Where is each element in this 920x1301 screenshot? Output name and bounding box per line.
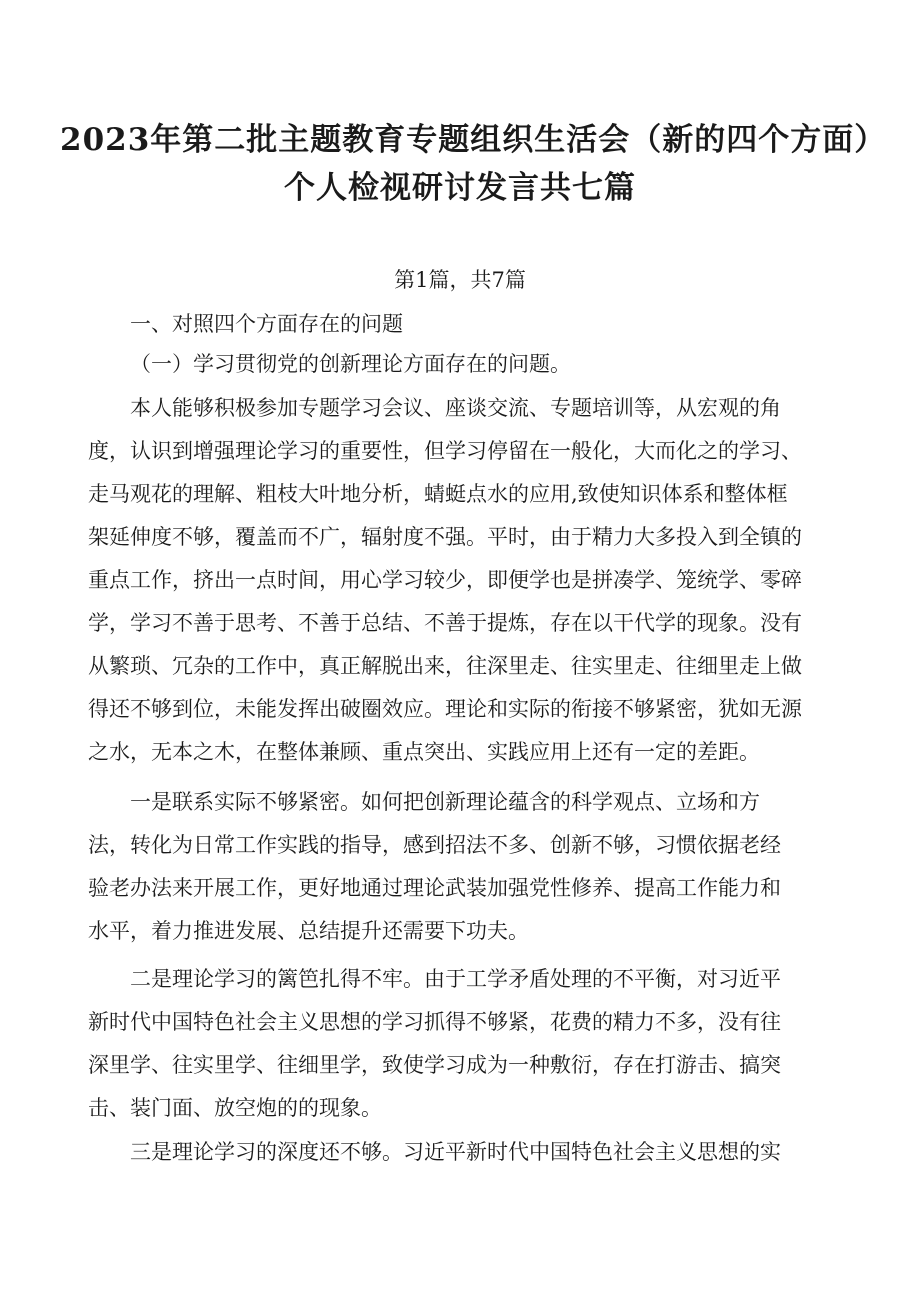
paragraph-line: 二是理论学习的篱笆扎得不牢。由于工学矛盾处理的不平衡，对习近平 [130, 967, 781, 991]
document-title-line-2: 个人检视研讨发言共七篇 [284, 170, 636, 206]
paragraph-line: 走马观花的理解、粗枝大叶地分析，蜻蜓点水的应用,致使知识体系和整体框 [88, 482, 788, 506]
paragraph-line: 本人能够积极参加专题学习会议、座谈交流、专题培训等，从宏观的角 [130, 396, 781, 420]
paragraph-line: 从繁琐、冗杂的工作中，真正解脱出来，往深里走、往实里走、往细里走上做 [88, 654, 802, 678]
paragraph-line: 新时代中国特色社会主义思想的学习抓得不够紧，花费的精力不多，没有往 [88, 1010, 781, 1034]
paragraph-line: 验老办法来开展工作，更好地通过理论武装加强党性修养、提高工作能力和 [88, 876, 781, 900]
paragraph-line: 法，转化为日常工作实践的指导，感到招法不多、创新不够，习惯依据老经 [88, 833, 781, 857]
paragraph-line: 三是理论学习的深度还不够。习近平新时代中国特色社会主义思想的实 [130, 1140, 781, 1164]
section-heading: 一、对照四个方面存在的问题 [130, 312, 403, 336]
paragraph-line: 击、装门面、放空炮的的现象。 [88, 1096, 382, 1120]
paragraph-line: 深里学、往实里学、往细里学，致使学习成为一种敷衍，存在打游击、搞突 [88, 1053, 781, 1077]
paragraph-line: 架延伸度不够，覆盖而不广，辐射度不强。平时，由于精力大多投入到全镇的 [88, 525, 802, 549]
paragraph-line: 度，认识到增强理论学习的重要性，但学习停留在一般化，大而化之的学习、 [88, 439, 802, 463]
paragraph-line: 学，学习不善于思考、不善于总结、不善于提炼，存在以干代学的现象。没有 [88, 611, 802, 635]
paragraph-line: 重点工作，挤出一点时间，用心学习较少，即便学也是拼凑学、笼统学、零碎 [88, 568, 802, 592]
document-title-line-1: 2023年第二批主题教育专题组织生活会（新的四个方面） [60, 122, 887, 158]
paragraph-line: 得还不够到位，未能发挥出破圈效应。理论和实际的衔接不够紧密，犹如无源 [88, 697, 802, 721]
part-label: 第1篇，共7篇 [394, 268, 526, 292]
subsection-heading: （一）学习贯彻党的创新理论方面存在的问题。 [130, 352, 571, 376]
paragraph-line: 之水，无本之木，在整体兼顾、重点突出、实践应用上还有一定的差距。 [88, 740, 760, 764]
paragraph-line: 一是联系实际不够紧密。如何把创新理论蕴含的科学观点、立场和方 [130, 790, 760, 814]
paragraph-line: 水平，着力推进发展、总结提升还需要下功夫。 [88, 919, 529, 943]
